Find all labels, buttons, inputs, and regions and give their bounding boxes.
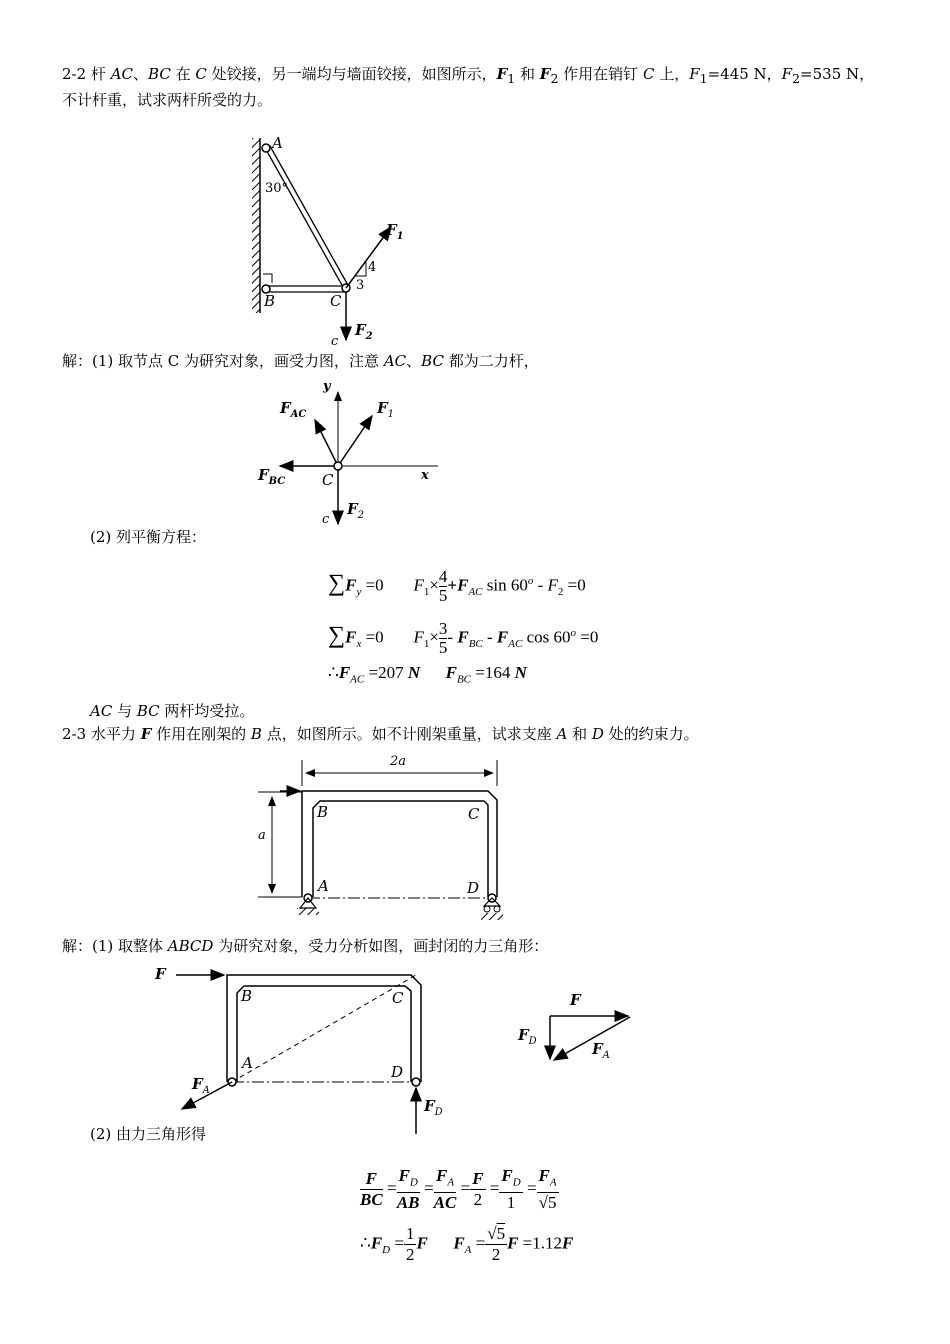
fig4-label-a: A <box>242 1054 253 1072</box>
fig3-dim-2a: 2a <box>390 754 407 769</box>
problem-2-3-title: 2-3 水平力 F 作用在刚架的 B 点，如图所示。如不计刚架重量，试求支座 A 和 D 处的约束力。 <box>62 725 699 743</box>
fig1-slope-4: 4 <box>368 260 377 275</box>
equation-sum-fy: $\sum F_y =0$ $F_1\times$ $\frac{4}{5}$ $+F_{AC}$ $\sin 60^o - F_2 =0$ <box>328 567 586 606</box>
step-2-2-equations: (2) 列平衡方程： <box>90 528 207 546</box>
equation-sum-fx: $\sum F_x =0$ $F_1\times$ $\frac{3}{5}$ - $F_{BC} - F_{AC}$ $\cos 60^o =0$ <box>328 619 599 658</box>
fig4-pin-d <box>412 1078 420 1086</box>
fig1-label-a: A <box>272 134 283 152</box>
triangle-label-fd: $F_D$ <box>518 1026 537 1047</box>
solution-2-2-intro: 解：(1) 取节点 C 为研究对象，画受力图，注意 AC、BC 都为二力杆， <box>62 352 539 370</box>
solution-2-3-intro: 解：(1) 取整体 ABCD 为研究对象，受力分析如图，画封闭的力三角形： <box>62 937 549 955</box>
fig4-label-fd: $F_D$ <box>424 1097 443 1118</box>
fig2-label-f1: $F_1$ <box>377 399 395 420</box>
equation-result-2-3: $\therefore F_D$ = $\frac{1}{2}$ F $F_A$ = $\frac{√5}{2}$ F =1.12F <box>360 1224 574 1264</box>
fig2-label-fac: $F_{AC}$ <box>280 399 307 420</box>
fig1-label-c-small: c <box>331 334 339 349</box>
equation-ratios: $\frac{F}{BC}$ = $\frac{F_D}{AB}$ = $\frac{F_A}{AC}$ = $\frac{F}{2}$ = $\frac{F_D}{1}$ = $\frac{F_A}{√5}$ <box>360 1166 557 1213</box>
fig1-slope-3: 3 <box>356 278 365 293</box>
problem-2-2-line2: 不计杆重，试求两杆所受的力。 <box>62 91 273 109</box>
conclusion-2-2: AC 与 BC 两杆均受拉。 <box>90 702 255 720</box>
fig1-label-c: C <box>330 292 342 310</box>
fig1-angle: 30° <box>265 181 289 196</box>
fig4-label-fa: $F_A$ <box>192 1075 210 1096</box>
fig2-label-y: y <box>323 379 331 394</box>
fig1-label-f2: $F_2$ <box>355 321 373 342</box>
fig2-label-c-small: c <box>322 512 330 527</box>
step-2-3-triangle: (2) 由力三角形得 <box>90 1125 207 1143</box>
equation-result-2-2: $\therefore F_{AC} =207$ N $F_{BC} =164$ N <box>328 663 527 686</box>
fig3-label-b: B <box>317 803 329 821</box>
fig3-label-d: D <box>467 879 480 897</box>
fig2-label-fbc: $F_{BC}$ <box>258 466 286 487</box>
fig2-label-f2: $F_2$ <box>347 500 365 521</box>
problem-2-2-line1: 2-2 杆 AC、BC 在 C 处铰接，另一端均与墙面铰接，如图所示，$F_1$ 和 $F_2$ 作用在销钉 C 上，$F_1=445$ N，$F_2=535$ N， <box>62 65 875 86</box>
fig3-dim-a: a <box>258 828 266 843</box>
fig1-label-b: B <box>264 292 276 310</box>
fig4-label-b: B <box>241 987 253 1005</box>
fig3-label-a: A <box>318 877 329 895</box>
triangle-label-f: F <box>570 991 581 1009</box>
fig3-label-c: C <box>468 805 480 823</box>
fig4-label-f: F <box>155 965 166 983</box>
fig4-label-c: C <box>392 989 404 1007</box>
triangle-label-fa: $F_A$ <box>592 1040 610 1061</box>
fig4-label-d: D <box>391 1063 404 1081</box>
fig2-label-c: C <box>322 471 334 489</box>
fig4-diagonal <box>232 975 416 1082</box>
fig2-label-x: x <box>421 468 429 483</box>
fig1-label-f1: $F_1$ <box>386 221 404 242</box>
